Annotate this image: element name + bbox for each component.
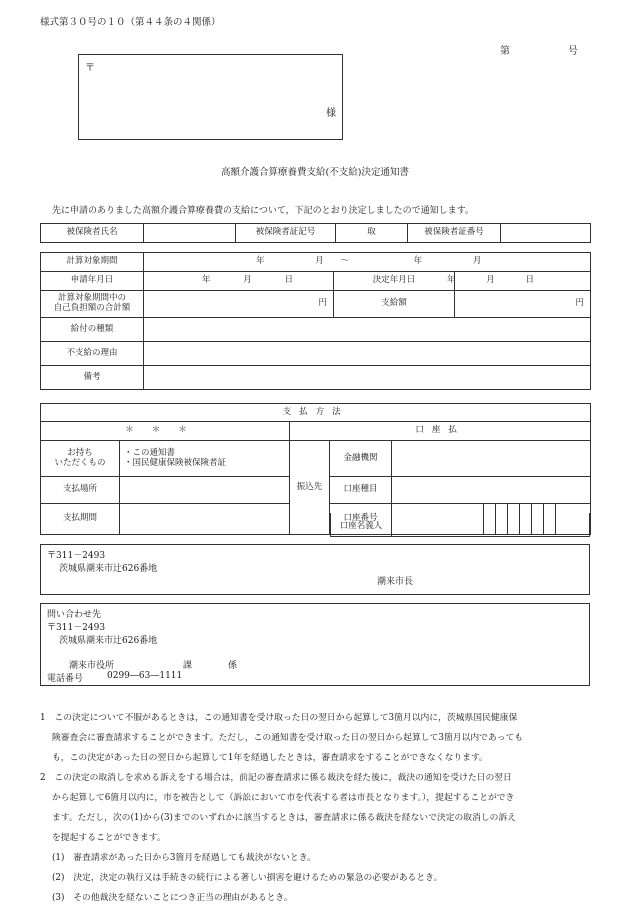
card-number-value xyxy=(501,224,591,243)
no-pay-reason-label: 不支給の理由 xyxy=(41,342,144,366)
decision-date-value xyxy=(447,272,591,291)
account-type-label: 口座種目 xyxy=(330,477,392,504)
apply-month: 月 xyxy=(243,275,252,286)
inquiry-box xyxy=(40,603,590,686)
decision-date-label: 決定年月日 xyxy=(334,272,455,291)
form-number: 様式第３０号の１０（第４４条の４関係） xyxy=(40,17,221,28)
bring-item-1: ・この通知書 xyxy=(124,447,176,458)
bring-label xyxy=(41,441,120,477)
period-tilde: ～ xyxy=(340,256,349,267)
self-burden-yen: 円 xyxy=(318,298,327,309)
stars-heading: ＊＊＊ xyxy=(41,422,290,441)
details-table xyxy=(40,252,591,390)
remarks-value xyxy=(144,366,591,390)
bring-label-line-2: いただくもの xyxy=(54,457,106,468)
note-2-sub-2: (2) 決定，決定の執行又は手続きの続行による著しい損害を避けるための緊急の必要があるとき。 xyxy=(52,873,443,883)
account-holder-label: 口座名義人 xyxy=(330,513,392,536)
note-2-sub-1: (1) 審査請求があった日から3箇月を経過しても裁決がないとき。 xyxy=(52,853,316,863)
apply-day: 日 xyxy=(284,275,293,286)
intro-text: 先に申請のありました高額介護合算療養費の支給について，下記のとおり決定しましたので通知します。 xyxy=(52,206,474,216)
self-burden-label-line-2: 自己負担額の合計額 xyxy=(53,303,131,313)
honorific-sama: 様 xyxy=(326,108,336,119)
insured-name-value xyxy=(144,224,236,243)
postal-mark: 〒 xyxy=(85,63,95,74)
period-label: 計算対象期間 xyxy=(41,253,144,272)
note-1-line-1: 1 この決定について不服があるときは，この通知書を受け取った日の翌日から起算して3箇月以内に，茨城県国民健康保 xyxy=(40,713,518,723)
card-symbol-value: 取 xyxy=(336,224,408,243)
bank-value xyxy=(392,441,591,477)
notes-section xyxy=(40,708,595,908)
account-holder-row xyxy=(330,513,590,537)
payment-method-heading: 支払方法 xyxy=(41,404,591,422)
self-burden-value xyxy=(144,291,334,318)
note-2-line-3: ます。ただし，次の(1)から(3)までのいずれかに該当するときは，審査請求に係る裁決を経ないで決定の取消しの訴え xyxy=(52,813,517,823)
inquiry-heading: 問い合わせ先 xyxy=(47,610,102,620)
payment-amount-label: 支給額 xyxy=(334,291,455,318)
transfer-label: 振込先 xyxy=(290,441,330,535)
payment-period-value xyxy=(120,504,290,535)
account-number-label: 口座番号 xyxy=(330,504,392,535)
inquiry-office: 潮来市役所 xyxy=(69,661,115,671)
bring-items xyxy=(120,441,290,477)
note-2-sub-3: (3) その他裁決を経ないことにつき正当の理由があるとき。 xyxy=(52,893,293,903)
period-month-2: 月 xyxy=(472,256,482,267)
apply-date-label: 申請年月日 xyxy=(41,272,144,291)
inquiry-phone: 0299―63―1111 xyxy=(107,671,183,681)
payment-place-label: 支払場所 xyxy=(41,477,120,504)
inquiry-kakari: 係 xyxy=(228,661,238,671)
note-2-line-2: から起算して6箇月以内に，市を被告として（訴訟において市を代表する者は市長となります。），提起することができ xyxy=(52,793,515,803)
decision-day: 日 xyxy=(525,275,534,286)
bank-label: 金融機関 xyxy=(330,441,392,477)
inquiry-phone-label: 電話番号 xyxy=(47,674,84,684)
document-number-suffix: 号 xyxy=(568,46,578,57)
note-1-line-3: も，この決定があった日の翌日から起算して1年を経過したときは，審査請求をすることができなくなります。 xyxy=(52,753,488,763)
note-2-line-4: を提起することができます。 xyxy=(52,833,166,843)
issuer-box xyxy=(40,544,590,595)
account-type-value xyxy=(392,477,591,504)
note-2-line-1: 2 この決定の取消しを求める訴えをする場合は，前記の審査請求に係る裁決を経た後に，裁決の通知を受けた日の翌日 xyxy=(40,773,512,783)
payment-period-label: 支払期間 xyxy=(41,504,120,535)
period-value xyxy=(144,253,591,272)
bring-item-2: ・国民健康保険被保険者証 xyxy=(124,457,227,468)
issuer-postal: 〒311－2493 xyxy=(47,551,106,561)
decision-year: 年 xyxy=(447,275,456,286)
recipient-address-box xyxy=(78,54,343,140)
issuer-mayor: 潮来市長 xyxy=(377,577,414,587)
card-number-label: 被保険者証番号 xyxy=(408,224,501,243)
issuer-address: 茨城県潮来市辻626番地 xyxy=(59,564,158,574)
inquiry-ka: 課 xyxy=(183,661,193,671)
benefit-type-value xyxy=(144,318,591,342)
bring-label-line-1: お持ち xyxy=(67,447,93,458)
period-year-2: 年 xyxy=(413,256,423,267)
payment-yen: 円 xyxy=(575,298,585,309)
account-heading: 口座払 xyxy=(290,422,591,441)
remarks-label: 備考 xyxy=(41,366,144,390)
no-pay-reason-value xyxy=(144,342,591,366)
apply-date-value xyxy=(144,272,334,291)
insured-table xyxy=(40,223,591,243)
self-burden-label xyxy=(41,291,144,318)
inquiry-address: 茨城県潮来市辻626番地 xyxy=(59,636,158,646)
decision-month: 月 xyxy=(486,275,495,286)
period-month-1: 月 xyxy=(315,256,324,267)
benefit-type-label: 給付の種類 xyxy=(41,318,144,342)
apply-year: 年 xyxy=(202,275,211,286)
insured-name-label: 被保険者氏名 xyxy=(41,224,144,243)
payment-place-value xyxy=(120,477,290,504)
document-number-prefix: 第 xyxy=(500,46,510,57)
note-1-line-2: 険審査会に審査請求することができます。ただし，この通知書を受け取った日の翌日から起算して3箇月以内であっても xyxy=(52,733,524,743)
document-title: 高額介護合算療養費支給(不支給)決定通知書 xyxy=(221,167,409,178)
payment-amount-value xyxy=(455,291,591,318)
inquiry-postal: 〒311－2493 xyxy=(47,623,106,633)
card-symbol-label: 被保険者証記号 xyxy=(236,224,336,243)
period-year-1: 年 xyxy=(256,256,265,267)
self-burden-label-line-1: 計算対象期間中の xyxy=(57,293,126,304)
